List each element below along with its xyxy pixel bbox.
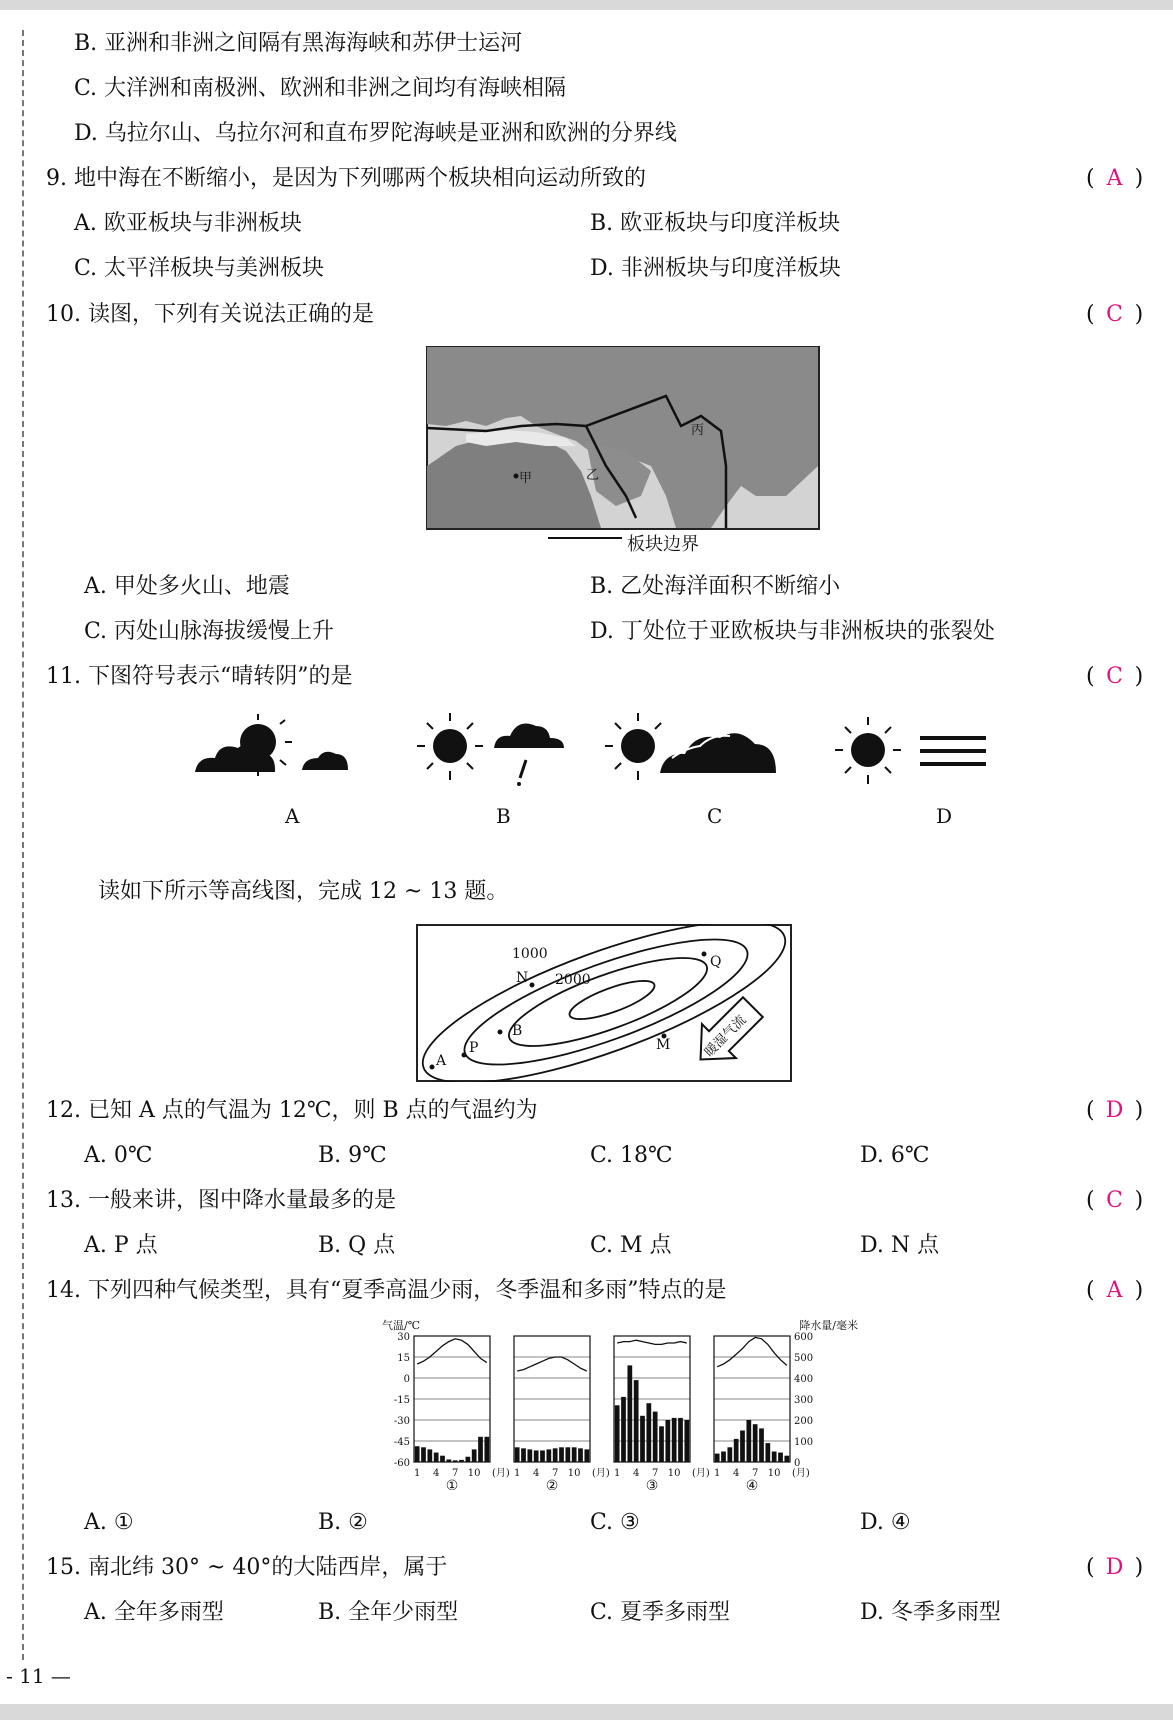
climate-charts (380, 1318, 860, 1490)
chart-label: ③ (645, 1478, 659, 1490)
bottom-border (0, 1704, 1173, 1720)
x-tick: 4 (732, 1468, 740, 1479)
q14-answer: ( A ) (1086, 1278, 1144, 1303)
chart-label: ④ (745, 1478, 759, 1490)
precip-bar (472, 1449, 477, 1462)
point-n: N (516, 970, 529, 986)
precip-bar (453, 1460, 458, 1462)
point-a: A (436, 1053, 447, 1069)
precip-bar (459, 1460, 464, 1462)
point-q: Q (710, 954, 722, 970)
precip-bar (584, 1449, 589, 1462)
symbol-a (195, 714, 348, 776)
precip-bar (421, 1447, 426, 1462)
q9-option-d: D. 非洲板块与印度洋板块 (590, 256, 841, 281)
q10-option-c: C. 丙处山脉海拔缓慢上升 (84, 619, 335, 644)
precip-bar (578, 1448, 583, 1462)
y-tick-left: 0 (403, 1374, 410, 1385)
x-tick: 1 (513, 1468, 521, 1479)
symbol-label-d: D (936, 804, 953, 828)
prev-option-d: D. 乌拉尔山、乌拉尔河和直布罗陀海峡是亚洲和欧洲的分界线 (74, 121, 677, 146)
precip-bar (721, 1452, 726, 1463)
y-tick-left: 15 (397, 1353, 410, 1364)
q9-option-a: A. 欧亚板块与非洲板块 (74, 211, 302, 236)
plate-boundary-map (426, 346, 820, 530)
binding-dashed-line (22, 30, 24, 1670)
weather-symbols (190, 708, 1020, 828)
x-unit: (月) (592, 1468, 610, 1479)
precip-bar (634, 1380, 639, 1462)
precip-bar (727, 1447, 732, 1462)
airflow-label: 暖湿气流 (701, 1012, 750, 1061)
precip-bar (415, 1446, 420, 1462)
q13-option-c: C. M 点 (590, 1233, 672, 1258)
q9-answer: ( A ) (1086, 166, 1144, 191)
q13-stem: 13. 一般来讲，图中降水量最多的是 (46, 1188, 396, 1213)
precip-bar (465, 1457, 470, 1462)
x-unit: (月) (492, 1468, 510, 1479)
precip-bar (684, 1420, 689, 1462)
x-tick: 10 (767, 1468, 781, 1479)
y-tick-right: 500 (794, 1353, 814, 1364)
q9-stem: 9. 地中海在不断缩小，是因为下列哪两个板块相向运动所致的 (46, 166, 646, 191)
precip-bar (515, 1447, 520, 1462)
q10-option-d: D. 丁处位于亚欧板块与非洲板块的张裂处 (590, 619, 995, 644)
precip-bar (621, 1397, 626, 1462)
q11-answer: ( C ) (1086, 664, 1144, 689)
precip-bar (484, 1437, 489, 1462)
y-axis-label-left: 气温/℃ (382, 1319, 421, 1332)
y-tick-right: 400 (794, 1374, 814, 1385)
symbol-c (605, 713, 776, 780)
precip-bar (759, 1428, 764, 1462)
top-border (0, 0, 1173, 10)
precip-bar (521, 1448, 526, 1462)
map-label-yi: 乙 (586, 468, 600, 483)
precip-bar (646, 1403, 651, 1462)
x-tick: 7 (751, 1468, 759, 1479)
precip-bar (715, 1454, 720, 1462)
x-unit: (月) (692, 1468, 710, 1479)
y-tick-left: -15 (393, 1395, 410, 1406)
y-tick-right: 300 (794, 1395, 814, 1406)
x-unit: (月) (792, 1468, 810, 1479)
map-legend: 板块边界 (627, 534, 699, 555)
legend-line (548, 533, 624, 543)
q15-option-a: A. 全年多雨型 (84, 1600, 224, 1625)
x-tick: 4 (632, 1468, 640, 1479)
x-tick: 10 (467, 1468, 481, 1479)
contour-map (416, 924, 792, 1082)
q14-stem: 14. 下列四种气候类型，具有“夏季高温少雨，冬季温和多雨”特点的是 (46, 1278, 727, 1303)
chart-label: ① (445, 1478, 459, 1490)
q14-option-a: A. ① (84, 1510, 134, 1535)
q14-option-b: B. ② (318, 1510, 368, 1535)
precip-bar (434, 1453, 439, 1462)
q9-option-b: B. 欧亚板块与印度洋板块 (590, 211, 841, 236)
map-label-jia: 甲 (519, 471, 533, 486)
q13-option-a: A. P 点 (84, 1233, 158, 1258)
precip-bar (478, 1437, 483, 1462)
q12-option-b: B. 9℃ (318, 1143, 387, 1168)
intro-12-13: 读如下所示等高线图，完成 12 ~ 13 题。 (98, 879, 509, 904)
x-tick: 1 (713, 1468, 721, 1479)
q15-option-b: B. 全年少雨型 (318, 1600, 459, 1625)
x-tick: 1 (613, 1468, 621, 1479)
q10-stem: 10. 读图，下列有关说法正确的是 (46, 302, 374, 327)
precip-bar (640, 1416, 645, 1462)
precip-bar (740, 1431, 745, 1463)
y-tick-left: -45 (393, 1437, 410, 1448)
x-tick: 7 (651, 1468, 659, 1479)
q13-option-b: B. Q 点 (318, 1233, 396, 1258)
precip-bar (559, 1447, 564, 1462)
x-tick: 7 (551, 1468, 559, 1479)
precip-bar (572, 1447, 577, 1462)
x-tick: 7 (451, 1468, 459, 1479)
y-tick-left: 30 (397, 1332, 410, 1343)
precip-bar (534, 1450, 539, 1462)
precip-bar (746, 1420, 751, 1462)
y-axis-label-right: 降水量/毫米 (799, 1319, 858, 1332)
x-tick: 10 (667, 1468, 681, 1479)
precip-bar (653, 1412, 658, 1462)
precip-bar (553, 1448, 558, 1462)
x-tick: 4 (432, 1468, 440, 1479)
y-tick-left: -30 (393, 1416, 410, 1427)
prev-option-c: C. 大洋洲和南极洲、欧洲和非洲之间均有海峡相隔 (74, 76, 567, 101)
precip-bar (615, 1405, 620, 1462)
precip-bar (540, 1450, 545, 1462)
q12-option-a: A. 0℃ (84, 1143, 153, 1168)
q15-option-c: C. 夏季多雨型 (590, 1600, 731, 1625)
point-p: P (469, 1040, 479, 1056)
q12-option-c: C. 18℃ (590, 1143, 673, 1168)
q11-stem: 11. 下图符号表示“晴转阴”的是 (46, 664, 353, 689)
precip-bar (546, 1449, 551, 1462)
precip-bar (678, 1418, 683, 1462)
q15-option-d: D. 冬季多雨型 (860, 1600, 1001, 1625)
precip-bar (778, 1453, 783, 1462)
symbol-label-b: B (496, 804, 511, 828)
x-tick: 10 (567, 1468, 581, 1479)
precip-bar (734, 1439, 739, 1462)
q15-answer: ( D ) (1086, 1555, 1144, 1580)
q10-option-a: A. 甲处多火山、地震 (84, 574, 290, 599)
symbol-b (417, 713, 564, 786)
precip-bar (765, 1443, 770, 1462)
q12-stem: 12. 已知 A 点的气温为 12℃，则 B 点的气温约为 (46, 1098, 538, 1123)
prev-option-b: B. 亚洲和非洲之间隔有黑海海峡和苏伊士运河 (74, 31, 523, 56)
precip-bar (672, 1418, 677, 1462)
chart-label: ② (545, 1478, 559, 1490)
precip-bar (659, 1426, 664, 1462)
precip-bar (427, 1449, 432, 1462)
y-tick-right: 0 (794, 1458, 801, 1469)
q14-option-c: C. ③ (590, 1510, 640, 1535)
map-label-bing: 丙 (691, 423, 705, 438)
precip-bar (446, 1459, 451, 1462)
x-tick: 4 (532, 1468, 540, 1479)
symbol-d (835, 717, 986, 784)
precip-bar (627, 1365, 632, 1462)
y-tick-right: 600 (794, 1332, 814, 1343)
q10-option-b: B. 乙处海洋面积不断缩小 (590, 574, 841, 599)
y-tick-right: 200 (794, 1416, 814, 1427)
q12-answer: ( D ) (1086, 1098, 1144, 1123)
precip-bar (527, 1449, 532, 1462)
q10-answer: ( C ) (1086, 302, 1144, 327)
q15-stem: 15. 南北纬 30° ~ 40°的大陆西岸，属于 (46, 1555, 448, 1580)
symbol-label-c: C (707, 804, 723, 828)
contour-label-1000: 1000 (512, 946, 548, 962)
q13-answer: ( C ) (1086, 1188, 1144, 1213)
precip-bar (440, 1456, 445, 1462)
q13-option-d: D. N 点 (860, 1233, 940, 1258)
point-m: M (656, 1037, 671, 1053)
precip-bar (753, 1424, 758, 1462)
q9-option-c: C. 太平洋板块与美洲板块 (74, 256, 325, 281)
precip-bar (784, 1456, 789, 1462)
precip-bar (665, 1420, 670, 1462)
symbol-label-a: A (285, 804, 300, 828)
page-number: - 11 — (6, 1664, 71, 1688)
precip-bar (565, 1447, 570, 1462)
y-tick-left: -60 (393, 1458, 410, 1469)
q12-option-d: D. 6℃ (860, 1143, 930, 1168)
y-tick-right: 100 (794, 1437, 814, 1448)
precip-bar (772, 1452, 777, 1463)
point-b: B (512, 1023, 523, 1039)
x-tick: 1 (413, 1468, 421, 1479)
contour-label-2000: 2000 (555, 972, 591, 988)
q14-option-d: D. ④ (860, 1510, 911, 1535)
